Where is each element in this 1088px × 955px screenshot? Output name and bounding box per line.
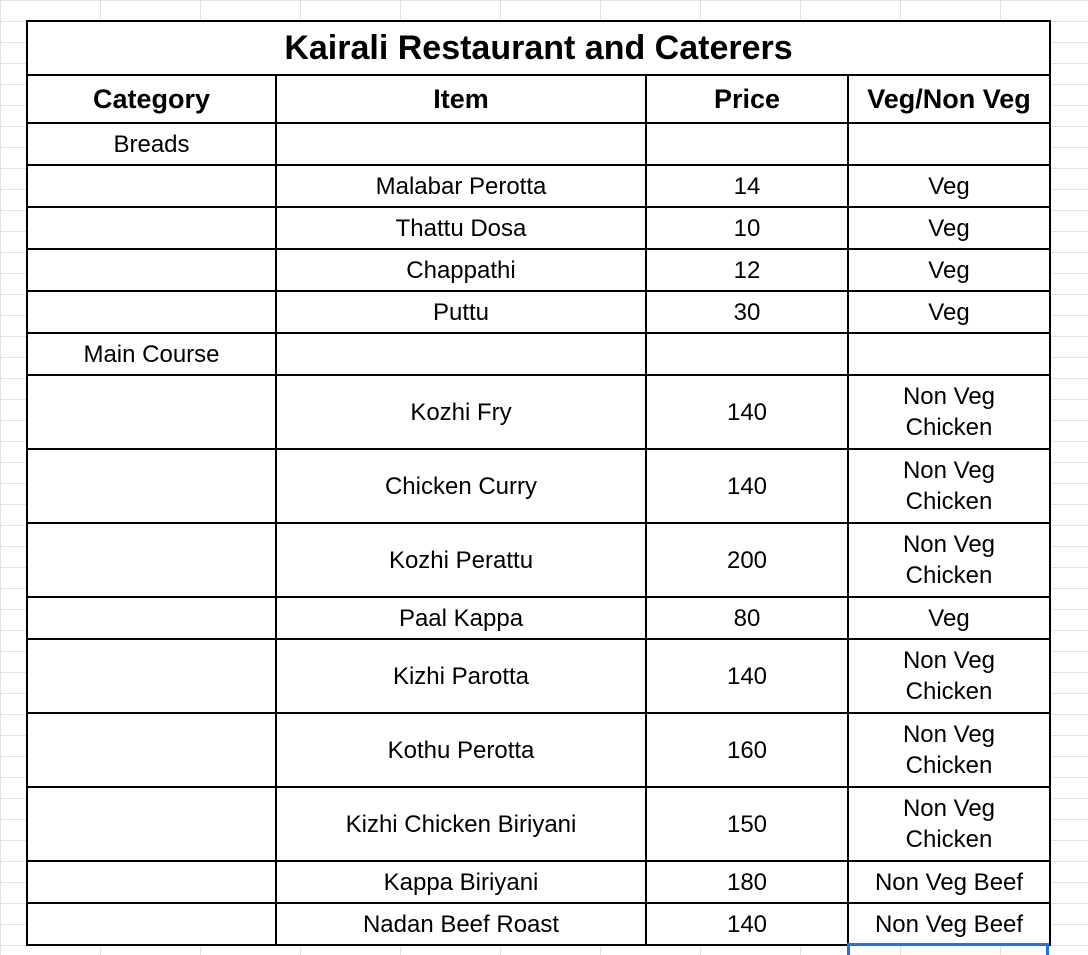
price-cell[interactable]: 140	[646, 449, 848, 523]
category-cell[interactable]	[27, 713, 276, 787]
price-cell[interactable]: 140	[646, 903, 848, 945]
category-cell[interactable]	[27, 597, 276, 639]
table-row	[27, 861, 1050, 903]
veg-non-veg-cell[interactable]	[848, 523, 1050, 597]
header-item[interactable]: Item	[276, 75, 646, 123]
veg-type-line: Veg	[928, 214, 970, 242]
item-cell[interactable]	[276, 123, 646, 165]
veg-type-line: Veg	[928, 256, 970, 284]
category-cell[interactable]	[27, 523, 276, 597]
table-row	[27, 597, 1050, 639]
item-cell[interactable]: Kothu Perotta	[276, 713, 646, 787]
category-cell[interactable]	[27, 375, 276, 449]
veg-type-line: Non Veg	[902, 383, 996, 410]
item-cell[interactable]: Chappathi	[276, 249, 646, 291]
table-row	[27, 903, 1050, 945]
item-cell[interactable]: Chicken Curry	[276, 449, 646, 523]
item-cell[interactable]: Paal Kappa	[276, 597, 646, 639]
veg-non-veg-cell[interactable]	[848, 123, 1050, 165]
item-cell[interactable]: Kozhi Fry	[276, 375, 646, 449]
meat-type-line: Chicken	[905, 752, 993, 779]
item-cell[interactable]: Kizhi Parotta	[276, 639, 646, 713]
veg-non-veg-cell[interactable]	[848, 449, 1050, 523]
veg-type-line: Veg	[928, 604, 970, 632]
veg-type-line: Non Veg	[902, 721, 996, 748]
category-cell[interactable]: Breads	[27, 123, 276, 165]
item-cell[interactable]: Kappa Biriyani	[276, 861, 646, 903]
header-price[interactable]: Price	[646, 75, 848, 123]
price-cell[interactable]: 80	[646, 597, 848, 639]
price-cell[interactable]: 14	[646, 165, 848, 207]
veg-non-veg-cell[interactable]	[848, 861, 1050, 903]
category-cell[interactable]	[27, 449, 276, 523]
item-cell[interactable]: Kozhi Perattu	[276, 523, 646, 597]
table-row	[27, 207, 1050, 249]
category-cell[interactable]	[27, 903, 276, 945]
veg-type-line: Non Veg	[902, 457, 996, 484]
table-row	[27, 165, 1050, 207]
item-cell[interactable]: Puttu	[276, 291, 646, 333]
veg-non-veg-cell[interactable]	[848, 787, 1050, 861]
category-cell[interactable]: Main Course	[27, 333, 276, 375]
table-title[interactable]: Kairali Restaurant and Caterers	[27, 21, 1050, 75]
price-cell[interactable]	[646, 333, 848, 375]
category-cell[interactable]	[27, 291, 276, 333]
meat-type-line: Chicken	[905, 826, 993, 853]
price-cell[interactable]: 180	[646, 861, 848, 903]
price-cell[interactable]	[646, 123, 848, 165]
table-row	[27, 333, 1050, 375]
table-row	[27, 375, 1050, 449]
veg-non-veg-cell[interactable]	[848, 639, 1050, 713]
veg-non-veg-cell[interactable]	[848, 375, 1050, 449]
header-veg-non-veg[interactable]: Veg/Non Veg	[848, 75, 1050, 123]
price-cell[interactable]: 140	[646, 375, 848, 449]
menu-table	[26, 20, 1051, 946]
veg-type-line: Non Veg	[902, 531, 996, 558]
veg-type-line: Non Veg	[902, 647, 996, 674]
price-cell[interactable]: 200	[646, 523, 848, 597]
veg-type-line: Veg	[928, 298, 970, 326]
veg-non-veg-cell[interactable]	[848, 903, 1050, 945]
category-cell[interactable]	[27, 861, 276, 903]
item-cell[interactable]: Nadan Beef Roast	[276, 903, 646, 945]
price-cell[interactable]: 140	[646, 639, 848, 713]
veg-non-veg-cell[interactable]	[848, 333, 1050, 375]
table-row	[27, 713, 1050, 787]
category-cell[interactable]	[27, 249, 276, 291]
table-row	[27, 523, 1050, 597]
price-cell[interactable]: 12	[646, 249, 848, 291]
veg-type-line: Non Veg Beef	[874, 910, 1024, 938]
price-cell[interactable]: 10	[646, 207, 848, 249]
table-row	[27, 249, 1050, 291]
table-row	[27, 449, 1050, 523]
veg-type-line: Veg	[928, 172, 970, 200]
veg-type-line: Non Veg	[902, 795, 996, 822]
veg-non-veg-cell[interactable]	[848, 207, 1050, 249]
veg-non-veg-cell[interactable]	[848, 291, 1050, 333]
price-cell[interactable]: 160	[646, 713, 848, 787]
item-cell[interactable]: Kizhi Chicken Biriyani	[276, 787, 646, 861]
veg-non-veg-cell[interactable]	[848, 249, 1050, 291]
price-cell[interactable]: 30	[646, 291, 848, 333]
meat-type-line: Chicken	[905, 562, 993, 589]
item-cell[interactable]: Malabar Perotta	[276, 165, 646, 207]
selected-cell-outline	[847, 943, 1049, 955]
meat-type-line: Chicken	[905, 414, 993, 441]
table-row	[27, 123, 1050, 165]
veg-non-veg-cell[interactable]	[848, 165, 1050, 207]
table-row	[27, 787, 1050, 861]
category-cell[interactable]	[27, 787, 276, 861]
meat-type-line: Chicken	[905, 678, 993, 705]
veg-non-veg-cell[interactable]	[848, 713, 1050, 787]
veg-non-veg-cell[interactable]	[848, 597, 1050, 639]
table-row	[27, 639, 1050, 713]
header-category[interactable]: Category	[27, 75, 276, 123]
category-cell[interactable]	[27, 639, 276, 713]
item-cell[interactable]: Thattu Dosa	[276, 207, 646, 249]
table-row	[27, 291, 1050, 333]
category-cell[interactable]	[27, 165, 276, 207]
category-cell[interactable]	[27, 207, 276, 249]
price-cell[interactable]: 150	[646, 787, 848, 861]
veg-type-line: Non Veg Beef	[874, 868, 1024, 896]
item-cell[interactable]	[276, 333, 646, 375]
meat-type-line: Chicken	[905, 488, 993, 515]
